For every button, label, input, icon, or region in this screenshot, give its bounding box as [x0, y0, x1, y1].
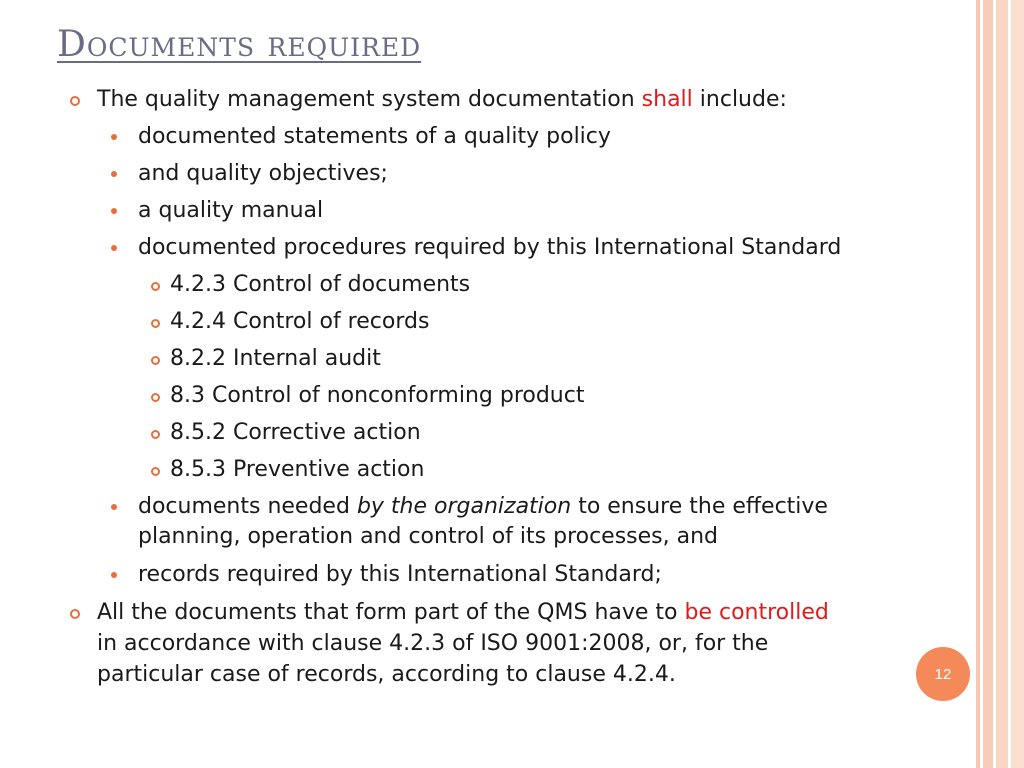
ring-bullet-icon [151, 356, 160, 365]
list-item: and quality objectives; [138, 161, 388, 186]
stripe [976, 0, 980, 768]
list-item: documented statements of a quality policy [138, 124, 611, 149]
ring-bullet-icon [70, 96, 80, 106]
dot-bullet-icon [111, 504, 117, 510]
stripe [983, 0, 993, 768]
procedure-item: 8.5.2 Corrective action [170, 420, 421, 445]
stripe [996, 0, 1008, 768]
dot-bullet-icon [111, 208, 117, 214]
dot-bullet-icon [111, 171, 117, 177]
control-line3: particular case of records, according to clause 4.2.4. [97, 662, 676, 687]
procedure-item: 4.2.4 Control of records [170, 309, 430, 334]
list-item-org-docs-line2: planning, operation and control of its processes, and [138, 524, 719, 549]
control-line2: in accordance with clause 4.2.3 of ISO 9001:2008, or, for the [97, 631, 769, 656]
list-item: documented procedures required by this International Standard [138, 235, 842, 260]
dot-bullet-icon [111, 245, 117, 251]
ring-bullet-icon [151, 319, 160, 328]
dot-bullet-icon [111, 572, 117, 578]
procedure-item: 8.3 Control of nonconforming product [170, 383, 585, 408]
list-item-org-docs: documents needed by the organization to ensure the effective [138, 494, 828, 519]
intro-line: The quality management system documentation shall include: [97, 87, 787, 112]
dot-bullet-icon [111, 134, 117, 140]
emphasis-shall: shall [641, 87, 693, 112]
stripe [1011, 0, 1024, 768]
procedure-item: 4.2.3 Control of documents [170, 272, 471, 297]
decorative-stripes [976, 0, 1024, 768]
ring-bullet-icon [151, 467, 160, 476]
slide-title: Documents required [57, 24, 422, 65]
procedure-item: 8.5.3 Preventive action [170, 457, 425, 482]
ring-bullet-icon [70, 609, 80, 619]
procedure-item: 8.2.2 Internal audit [170, 346, 381, 371]
list-item: a quality manual [138, 198, 324, 223]
emphasis-controlled: be controlled [684, 600, 829, 625]
ring-bullet-icon [151, 282, 160, 291]
page-number-badge: 12 [916, 647, 970, 701]
control-line: All the documents that form part of the QMS have to be controlled [97, 600, 829, 625]
ring-bullet-icon [151, 430, 160, 439]
list-item: records required by this International Standard; [138, 562, 662, 587]
ring-bullet-icon [151, 393, 160, 402]
